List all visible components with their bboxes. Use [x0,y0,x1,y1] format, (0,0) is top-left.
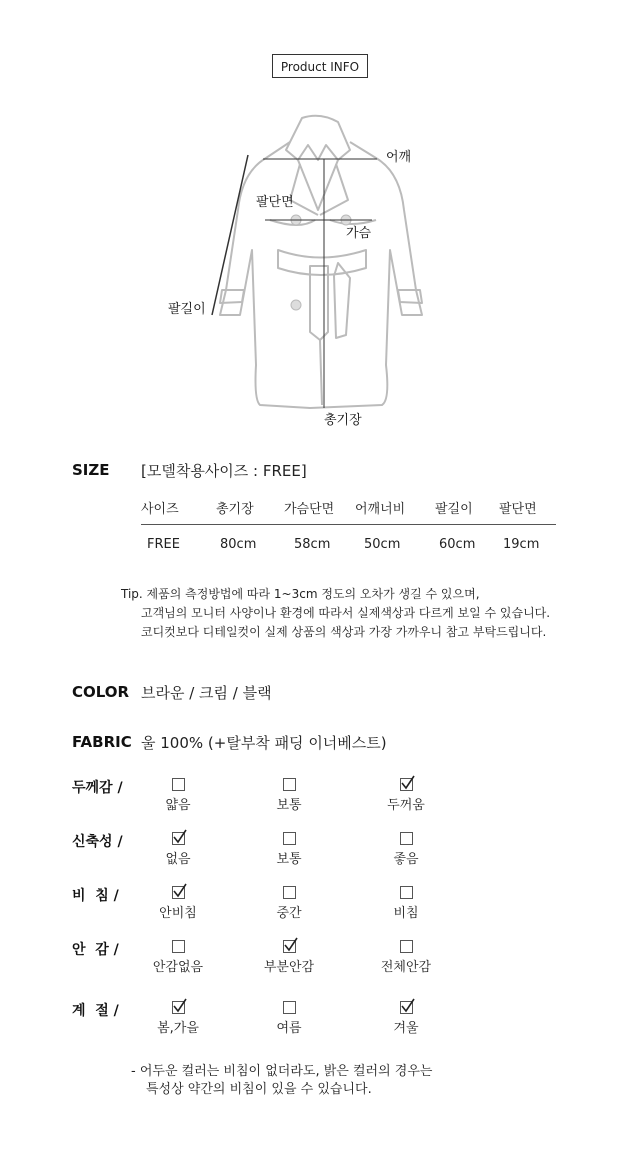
thickness-option-thin[interactable] [133,778,223,813]
option-label: 부분안감 [263,960,315,975]
checked-checkbox-icon[interactable] [400,778,413,791]
stretch-option-none[interactable] [133,832,223,867]
shoulder-label: 어깨 [386,150,412,165]
option-label: 보통 [276,798,302,813]
product-info-badge: Product INFO [272,54,368,78]
lining-option-partial-lining[interactable] [244,940,334,975]
tip-line-2: 고객님의 모니터 사양이나 환경에 따라서 실제색상과 다르게 보일 수 있습니다. [141,606,551,620]
option-label: 좋음 [393,852,419,867]
sheerness-option-opaque[interactable] [133,886,223,921]
checked-checkbox-icon[interactable] [172,832,185,845]
checkbox-icon[interactable] [400,832,413,845]
tip-line-3: 코디컷보다 디테일컷이 실제 상품의 색상과 가장 가까우니 참고 부탁드립니다. [141,625,547,639]
header-total-length: 총기장 [216,490,284,525]
checkbox-icon[interactable] [400,886,413,899]
season-label: 계 절 / [72,1003,119,1019]
option-label: 중간 [276,906,302,921]
season-option-summer[interactable] [244,1001,334,1036]
note-line-1: - 어두운 컬러는 비침이 없더라도, 밝은 컬러의 경우는 [131,1064,433,1079]
sleeve-length-label: 팔길이 [168,302,206,317]
cell-sleeve-length: 60cm [439,536,476,552]
option-label: 겨울 [393,1021,419,1036]
season-option-spring-fall[interactable] [133,1001,223,1036]
header-chest: 가슴단면 [284,490,355,525]
checked-checkbox-icon[interactable] [172,886,185,899]
thickness-option-thick[interactable] [361,778,451,813]
checkbox-icon[interactable] [172,940,185,953]
header-sleeve-length: 팔길이 [435,490,499,525]
checkbox-icon[interactable] [283,778,296,791]
checked-checkbox-icon[interactable] [283,940,296,953]
checkbox-icon[interactable] [283,832,296,845]
size-table [141,490,556,563]
size-label: SIZE [72,461,110,479]
color-value: 브라운 / 크림 / 블랙 [141,684,272,702]
option-label: 없음 [165,852,191,867]
fabric-label: FABRIC [72,733,132,751]
stretch-label: 신축성 / [72,834,123,850]
option-label: 얇음 [165,798,191,813]
option-label: 비침 [393,906,419,921]
sleeve-end-label: 팔단면 [256,195,294,210]
option-label: 전체안감 [380,960,432,975]
checkbox-icon[interactable] [283,1001,296,1014]
option-label: 보통 [276,852,302,867]
lining-option-no-lining[interactable] [133,940,223,975]
cell-sleeve-end: 19cm [503,536,540,552]
option-label: 안비침 [159,906,197,921]
checked-checkbox-icon[interactable] [172,1001,185,1014]
season-option-winter[interactable] [361,1001,451,1036]
chest-label: 가슴 [346,226,372,241]
sheerness-label: 비 침 / [72,888,119,904]
checkbox-icon[interactable] [283,886,296,899]
lining-label: 안 감 / [72,942,119,958]
size-table-header [141,490,556,525]
table-row [141,525,556,564]
option-label: 여름 [276,1021,302,1036]
option-label: 두꺼움 [387,798,425,813]
note-line-2: 특성상 약간의 비침이 있을 수 있습니다. [146,1082,372,1097]
total-length-label: 총기장 [324,413,362,428]
sheerness-option-medium[interactable] [244,886,334,921]
header-sleeve-end: 팔단면 [499,490,556,525]
tip-line-1: Tip. 제품의 측정방법에 따라 1~3cm 정도의 오차가 생길 수 있으며, [121,587,480,601]
cell-chest: 58cm [294,536,331,552]
header-shoulder: 어깨너비 [355,490,435,525]
stretch-option-normal[interactable] [244,832,334,867]
checkbox-icon[interactable] [400,940,413,953]
thickness-label: 두께감 / [72,780,123,796]
thickness-option-normal[interactable] [244,778,334,813]
option-label: 안감없음 [152,960,204,975]
cell-total-length: 80cm [220,536,257,552]
sheerness-option-sheer[interactable] [361,886,451,921]
color-label: COLOR [72,683,130,701]
cell-size: FREE [147,536,180,552]
fabric-value: 울 100% (+탈부착 패딩 이너베스트) [141,734,387,752]
stretch-option-good[interactable] [361,832,451,867]
option-label: 봄,가을 [157,1021,199,1036]
lining-option-full-lining[interactable] [361,940,451,975]
checkbox-icon[interactable] [172,778,185,791]
size-value: [모델착용사이즈 : FREE] [141,462,307,480]
header-size: 사이즈 [141,490,216,525]
cell-shoulder: 50cm [364,536,401,552]
checked-checkbox-icon[interactable] [400,1001,413,1014]
